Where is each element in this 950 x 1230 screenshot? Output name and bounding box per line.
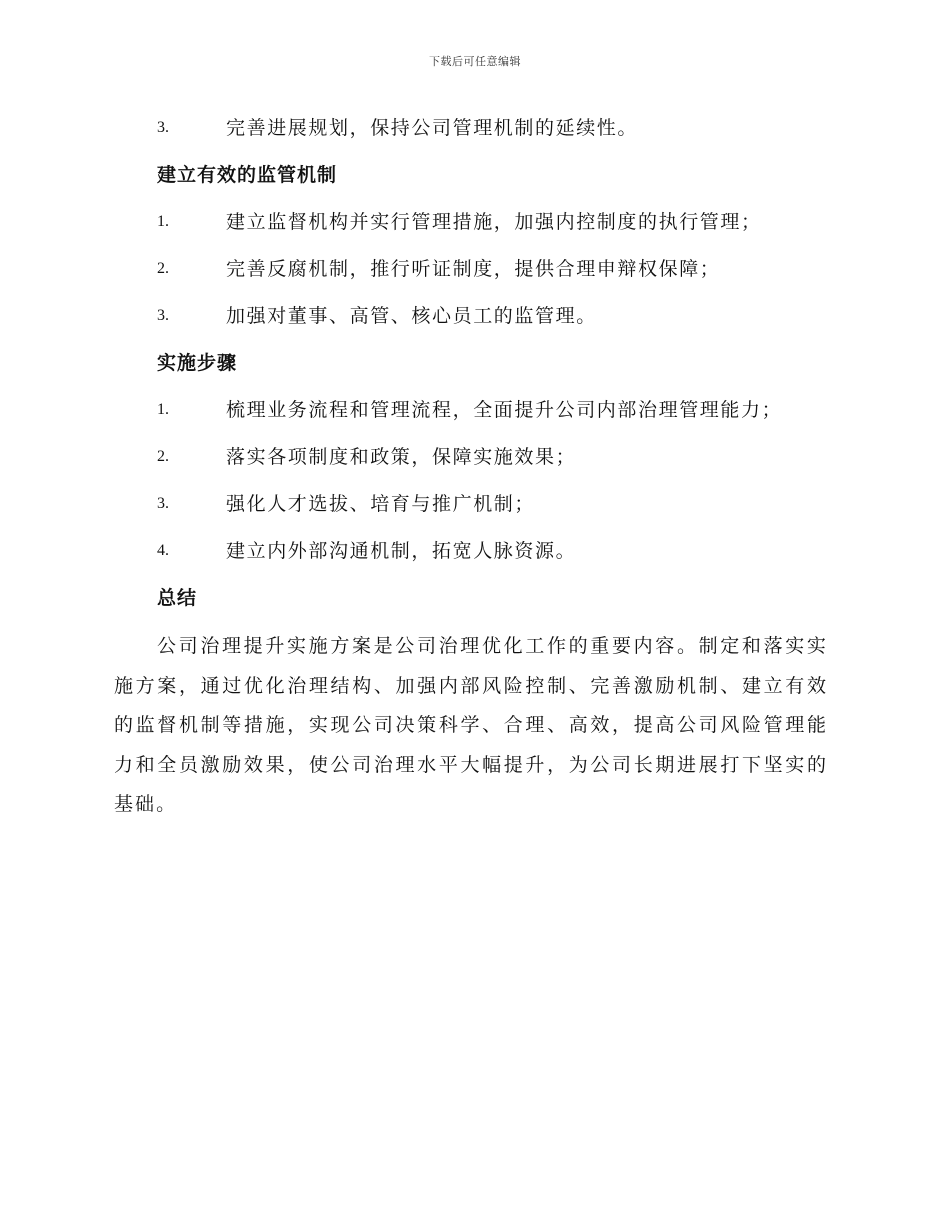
list-text: 强化人才选拔、培育与推广机制； — [226, 493, 536, 515]
list-item — [0, 531, 950, 578]
list-text: 落实各项制度和政策，保障实施效果； — [226, 446, 577, 468]
section-heading-supervision: 建立有效的监管机制 — [157, 164, 338, 186]
list-text: 完善反腐机制，推行听证制度，提供合理申辩权保障； — [226, 258, 721, 280]
summary-paragraph: 公司治理提升实施方案是公司治理优化工作的重要内容。制定和落实实施方案，通过优化治理结构、加强内部风险控制、完善激励机制、建立有效的监督机制等措施，实现公司决策科学、合理、高效，提高公司风险管理能力和全员激励效果，使公司治理水平大幅提升，为公司长期进展打下坚实的基础。 — [114, 635, 828, 815]
list-item — [0, 108, 950, 155]
list-number: 2. — [157, 260, 169, 277]
list-text: 加强对董事、高管、核心员工的监管理。 — [226, 305, 597, 327]
section-heading-summary: 总结 — [157, 587, 198, 609]
list-number: 1. — [157, 213, 169, 230]
list-item — [0, 296, 950, 343]
list-number: 3. — [157, 495, 169, 512]
list-item — [0, 437, 950, 484]
header-note: 下载后可任意编辑 — [429, 55, 521, 68]
list-number: 3. — [157, 307, 169, 324]
list-number: 1. — [157, 401, 169, 418]
list-text: 完善进展规划，保持公司管理机制的延续性。 — [226, 117, 639, 139]
document-body — [0, 108, 950, 844]
section-heading-implementation: 实施步骤 — [157, 352, 238, 374]
list-number: 4. — [157, 542, 169, 559]
list-text: 建立内外部沟通机制，拓宽人脉资源。 — [226, 540, 577, 562]
list-number: 2. — [157, 448, 169, 465]
list-item — [0, 202, 950, 249]
list-number: 3. — [157, 119, 169, 136]
list-item — [0, 249, 950, 296]
list-item — [0, 484, 950, 531]
list-text: 建立监督机构并实行管理措施，加强内控制度的执行管理； — [226, 211, 762, 233]
list-text: 梳理业务流程和管理流程，全面提升公司内部治理管理能力； — [226, 399, 783, 421]
list-item — [0, 390, 950, 437]
